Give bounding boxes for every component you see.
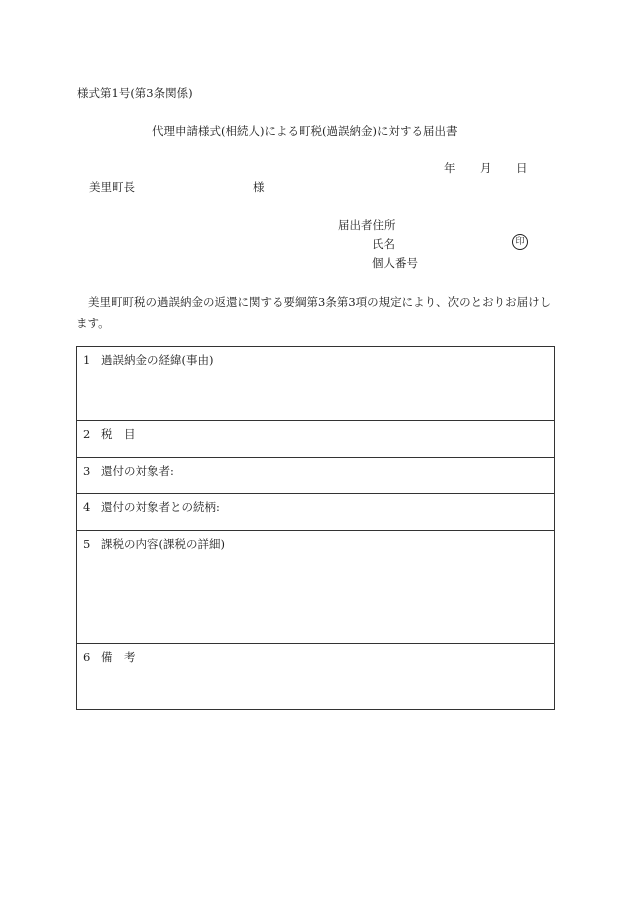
item-text: 還付の対象者との続柄: (101, 500, 220, 514)
filer-number-label: 個人番号 (372, 256, 418, 270)
item-label (83, 427, 136, 441)
body-paragraph: 美里町町税の過誤納金の返還に関する要綱第3条第3項の規定により、次のとおりお届けします。 (76, 295, 552, 330)
item-row-relationship (77, 494, 554, 531)
item-number: 6 (83, 650, 91, 664)
date-month-label: 月 (480, 161, 492, 175)
item-row-refund-target (77, 458, 554, 494)
item-row-tax-type (77, 421, 554, 458)
item-number: 1 (83, 353, 91, 367)
item-row-background (77, 347, 554, 421)
date-year-label: 年 (444, 161, 456, 175)
addressee-name: 美里町長 (89, 180, 135, 194)
item-text: 税 目 (101, 427, 136, 441)
item-number: 4 (83, 500, 91, 514)
document-title: 代理申請様式(相続人)による町税(過誤納金)に対する届出書 (152, 124, 458, 138)
item-text: 課税の内容(課税の詳細) (101, 537, 225, 551)
item-text: 還付の対象者: (101, 464, 174, 478)
item-text: 備 考 (101, 650, 136, 664)
item-label (83, 537, 225, 551)
item-number: 3 (83, 464, 91, 478)
seal-icon: 印 (512, 234, 528, 250)
item-label (83, 650, 136, 664)
form-number: 様式第1号(第3条関係) (77, 86, 193, 100)
item-row-tax-details (77, 531, 554, 644)
date-day-label: 日 (516, 161, 528, 175)
item-number: 5 (83, 537, 91, 551)
item-label (83, 353, 213, 367)
filer-name-label: 氏名 (372, 237, 395, 251)
addressee-honorific: 様 (253, 180, 265, 194)
item-number: 2 (83, 427, 91, 441)
item-label (83, 464, 174, 478)
item-text: 過誤納金の経緯(事由) (101, 353, 214, 367)
item-row-remarks (77, 644, 554, 710)
item-label (83, 500, 220, 514)
filer-address-label: 届出者住所 (338, 218, 396, 232)
items-table (76, 346, 555, 710)
